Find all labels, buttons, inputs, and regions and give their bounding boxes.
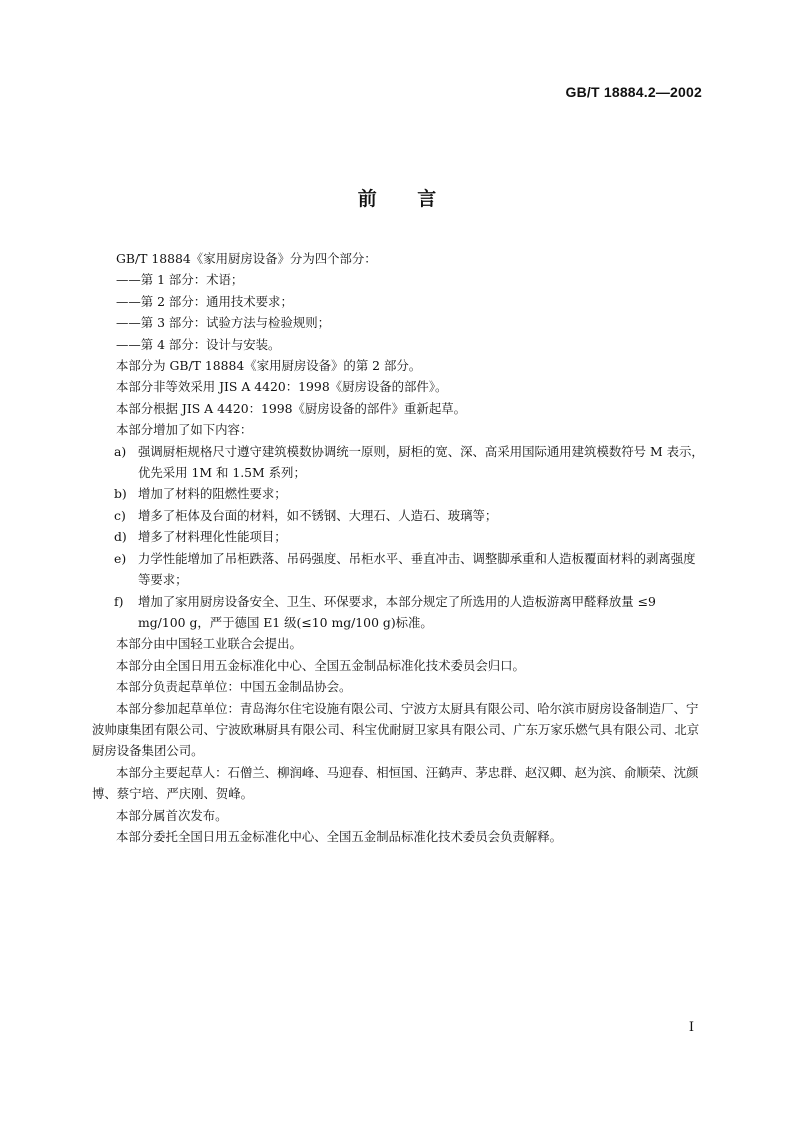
list-marker: a) bbox=[114, 443, 127, 459]
paragraph: 本部分参加起草单位：青岛海尔住宅设施有限公司、宁波方太厨具有限公司、哈尔滨市厨房设备制造厂、宁波帅康集团有限公司、宁波欧琳厨具有限公司、科宝优耐厨卫家具有限公司、广东万家乐燃气具有限公司、北京厨房设备集团公司。 bbox=[92, 700, 700, 759]
list-marker: d) bbox=[114, 529, 127, 545]
intro-paragraph: GB/T 18884《家用厨房设备》分为四个部分： bbox=[116, 251, 377, 266]
list-item bbox=[92, 505, 704, 526]
list-marker: e) bbox=[114, 550, 127, 566]
list-item-text: 增加了材料的阻燃性要求； bbox=[138, 486, 287, 502]
list-item-text: 力学性能增加了吊柜跌落、吊码强度、吊柜水平、垂直冲击、调整脚承重和人造板覆面材料的剥离强度等要求； bbox=[138, 550, 696, 588]
paragraph: 本部分负责起草单位：中国五金制品协会。 bbox=[116, 679, 352, 695]
list-marker: c) bbox=[114, 507, 126, 523]
list-item: ——第 1 部分：术语； bbox=[116, 272, 244, 288]
list-item: ——第 3 部分：试验方法与检验规则； bbox=[116, 315, 331, 331]
foreword-body bbox=[92, 248, 704, 847]
list-item: ——第 2 部分：通用技术要求； bbox=[116, 293, 293, 309]
list-item bbox=[92, 591, 704, 634]
list-item bbox=[92, 548, 704, 591]
paragraph: 本部分为 GB/T 18884《家用厨房设备》的第 2 部分。 bbox=[116, 358, 422, 374]
paragraph: 本部分增加了如下内容： bbox=[116, 422, 253, 438]
paragraph: 本部分委托全国日用五金标准化中心、全国五金制品标准化技术委员会负责解释。 bbox=[116, 828, 563, 844]
parts-list bbox=[92, 269, 704, 355]
page-title: 前 言 bbox=[357, 188, 437, 210]
list-item bbox=[92, 526, 704, 547]
list-marker: f) bbox=[114, 593, 124, 609]
standard-code: GB/T 18884.2—2002 bbox=[565, 84, 702, 100]
list-item-text: 增多了柜体及台面的材料，如不锈钢、大理石、人造石、玻璃等； bbox=[138, 507, 498, 523]
paragraph: 本部分由全国日用五金标准化中心、全国五金制品标准化技术委员会归口。 bbox=[116, 657, 525, 673]
paragraph: 本部分根据 JIS A 4420：1998《厨房设备的部件》重新起草。 bbox=[116, 400, 466, 416]
paragraph: 本部分主要起草人：石僧兰、柳润峰、马迎春、相恒国、汪鹤声、茅忠群、赵汉卿、赵为滨、俞顺荣、沈颜博、蔡宁培、严庆刚、贺峰。 bbox=[92, 764, 699, 802]
list-item-text: 增加了家用厨房设备安全、卫生、环保要求，本部分规定了所选用的人造板游离甲醛释放量 ≤9 mg/100 g，严于德国 E1 级(≤10 mg/100 g)标准。 bbox=[138, 593, 656, 630]
list-marker: b) bbox=[114, 486, 127, 502]
paragraph: 本部分非等效采用 JIS A 4420：1998《厨房设备的部件》。 bbox=[116, 379, 448, 395]
list-item-text: 增多了材料理化性能项目； bbox=[138, 529, 287, 545]
list-item: ——第 4 部分：设计与安装。 bbox=[116, 336, 281, 352]
changes-list bbox=[92, 441, 704, 634]
list-item bbox=[92, 483, 704, 504]
list-item bbox=[92, 441, 704, 484]
paragraph: 本部分由中国轻工业联合会提出。 bbox=[116, 636, 302, 652]
page-number: I bbox=[688, 1020, 694, 1035]
paragraph: 本部分属首次发布。 bbox=[116, 807, 228, 823]
list-item-text: 强调厨柜规格尺寸遵守建筑模数协调统一原则，厨柜的宽、深、高采用国际通用建筑模数符号 M 表示，优先采用 1M 和 1.5M 系列； bbox=[138, 443, 704, 481]
